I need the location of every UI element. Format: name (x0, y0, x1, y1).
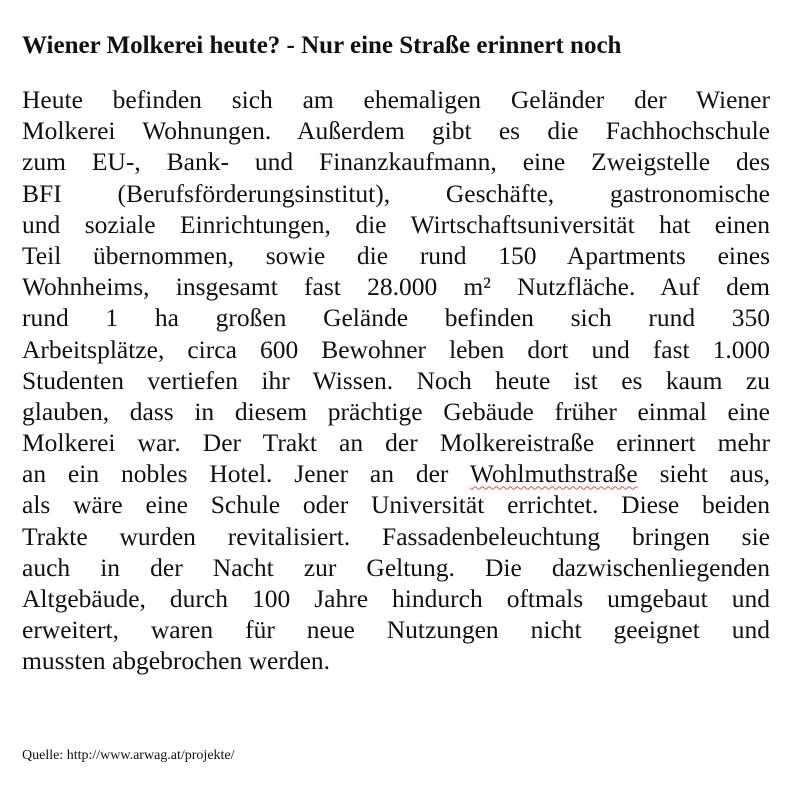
body-paragraph (22, 84, 770, 677)
paragraph-line-with-spellcheck (22, 458, 770, 489)
paragraph-line: Heute befinden sich am ehemaligen Geländer der Wiener (22, 85, 770, 114)
paragraph-line: Teil übernommen, sowie die rund 150 Apartments eines (22, 240, 770, 270)
paragraph-line: zum EU-, Bank- und Finanzkaufmann, eine Zweigstelle des (22, 147, 770, 177)
paragraph-line: Trakte wurden revitalisiert. Fassadenbeleuchtung bringen sie (22, 521, 770, 551)
paragraph-line: glauben, dass in diesem prächtige Gebäude früher einmal eine (22, 396, 770, 426)
paragraph-line: mussten abgebrochen werden. (22, 646, 331, 676)
paragraph-line: Altgebäude, durch 100 Jahre hindurch oftmals umgebaut und (22, 584, 770, 613)
paragraph-line: Molkerei war. Der Trakt an der Molkereistraße erinnert mehr (22, 428, 770, 458)
document-title: Wiener Molkerei heute? - Nur eine Straße erinnert noch (22, 32, 622, 59)
line-segment: an ein nobles Hotel. Jener an der (22, 459, 470, 489)
paragraph-line: erweitert, waren für neue Nutzungen nicht geeignet und (22, 615, 770, 645)
paragraph-line: auch in der Nacht zur Geltung. Die dazwischenliegenden (22, 552, 770, 582)
paragraph-line: rund 1 ha großen Gelände befinden sich rund 350 (22, 303, 770, 333)
paragraph-line: Studenten vertiefen ihr Wissen. Noch heute ist es kaum zu (22, 365, 770, 395)
paragraph-line: Molkerei Wohnungen. Außerdem gibt es die Fachhochschule (22, 116, 770, 146)
paragraph-line: Wohnheims, insgesamt fast 28.000 m² Nutzfläche. Auf dem (22, 272, 770, 302)
paragraph-line: BFI (Berufsförderungsinstitut), Geschäfte, gastronomische (22, 178, 770, 208)
paragraph-line: als wäre eine Schule oder Universität errichtet. Diese beiden (22, 490, 770, 520)
line-segment: sieht aus, (637, 459, 771, 489)
paragraph-line: und soziale Einrichtungen, die Wirtschaftsuniversität hat einen (22, 209, 770, 239)
source-citation: Quelle: http://www.arwag.at/projekte/ (22, 748, 235, 763)
paragraph-line: Arbeitsplätze, circa 600 Bewohner leben dort und fast 1.000 (22, 334, 770, 364)
spellcheck-marked-word[interactable]: Wohlmuthstraße (469, 459, 638, 489)
